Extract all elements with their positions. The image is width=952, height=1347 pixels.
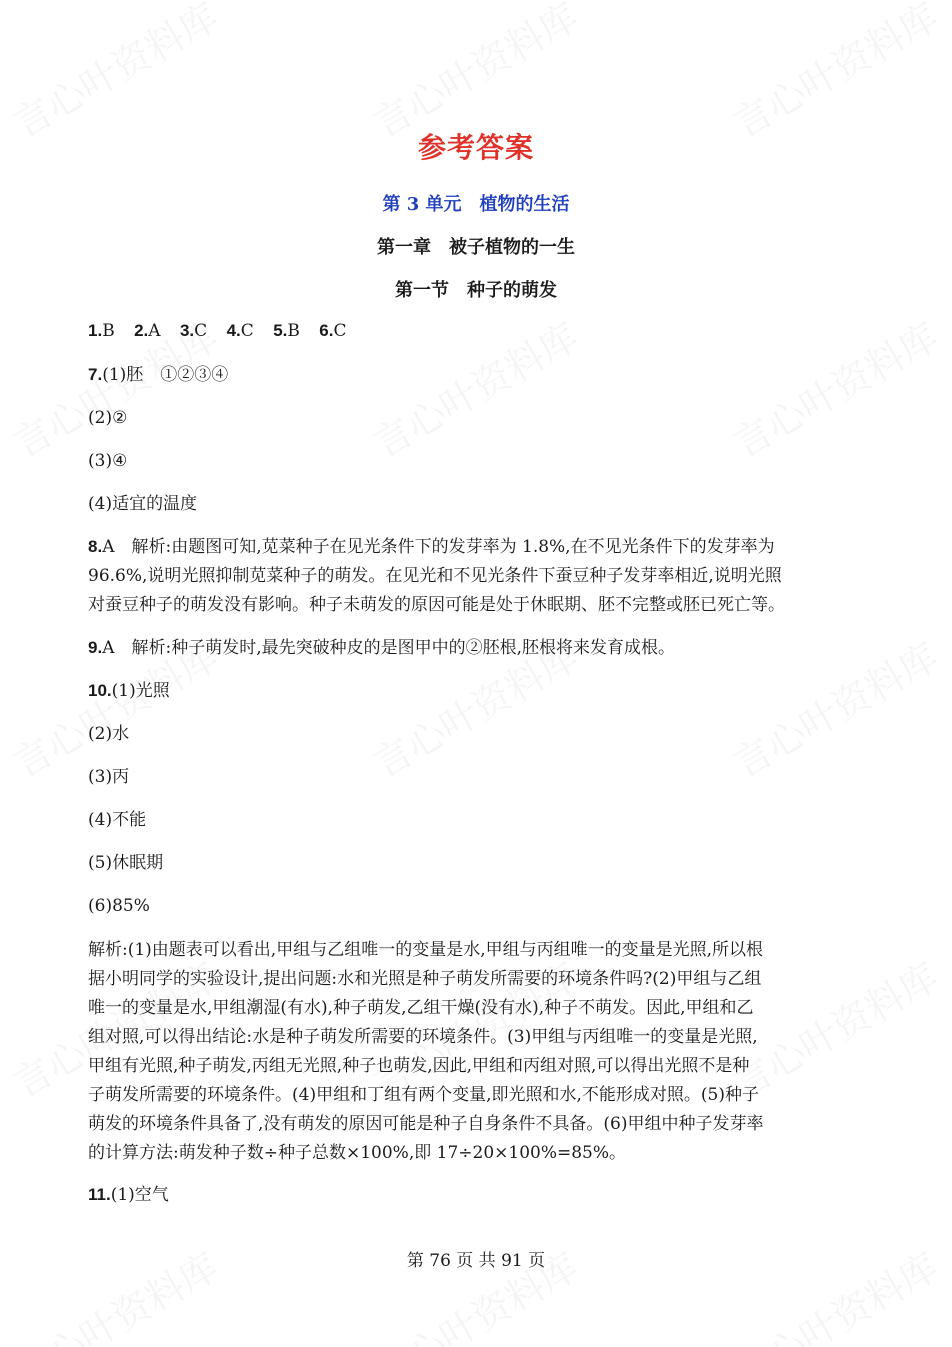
watermark bbox=[722, 627, 947, 789]
analysis-line: 解析:(1)由题表可以看出,甲组与乙组唯一的变量是水,甲组与丙组唯一的变量是光照,所以根 bbox=[88, 940, 764, 960]
answer-10-line: (4)不能 bbox=[88, 810, 147, 830]
answer-7-line: (3)④ bbox=[88, 451, 128, 471]
page-title: 参考答案 bbox=[417, 131, 534, 164]
answer-9-line: 9.A 解析:种子萌发时,最先突破种皮的是图甲中的②胚根,胚根将来发育成根。 bbox=[88, 638, 675, 658]
answer-7-line: (4)适宜的温度 bbox=[88, 494, 198, 514]
analysis-line: 的计算方法:萌发种子数÷种子总数×100%,即 17÷20×100%=85%。 bbox=[88, 1143, 627, 1163]
answer-11-line: 11.(1)空气 bbox=[88, 1185, 169, 1205]
analysis-line: 甲组有光照,种子萌发,丙组无光照,种子也萌发,因此,甲组和丙组对照,可以得出光照不是种 bbox=[88, 1056, 750, 1076]
chapter-heading: 第一章 被子植物的一生 bbox=[377, 237, 575, 258]
answer-8-line: 96.6%,说明光照抑制苋菜种子的萌发。在见光和不见光条件下蚕豆种子发芽率相近,说明光照 bbox=[88, 566, 782, 586]
page-footer: 第 76 页 共 91 页 bbox=[406, 1251, 546, 1271]
answer-7-line: (2)② bbox=[88, 408, 128, 428]
analysis-line: 萌发的环境条件具备了,没有萌发的原因可能是种子自身条件不具备。(6)甲组中种子发芽率 bbox=[88, 1114, 764, 1134]
answer-10-line: (5)休眠期 bbox=[88, 853, 164, 873]
answer-10-line: (3)丙 bbox=[88, 767, 130, 787]
section-heading: 第一节 种子的萌发 bbox=[395, 280, 557, 301]
answer-10-line: (2)水 bbox=[88, 724, 130, 744]
answer-8-line: 对蚕豆种子的萌发没有影响。种子未萌发的原因可能是处于休眠期、胚不完整或胚已死亡等。 bbox=[88, 595, 785, 615]
unit-heading: 第 3 单元 植物的生活 bbox=[382, 194, 570, 215]
watermark bbox=[722, 307, 947, 469]
answer-10-line: (6)85% bbox=[88, 896, 150, 916]
analysis-line: 唯一的变量是水,甲组潮湿(有水),种子萌发,乙组干燥(没有水),种子不萌发。因此,甲组和乙 bbox=[88, 998, 754, 1018]
answer-10-line: 10.(1)光照 bbox=[88, 681, 170, 701]
watermark bbox=[362, 307, 587, 469]
answer-8-line: 8.A 解析:由题图可知,苋菜种子在见光条件下的发芽率为 1.8%,在不见光条件下的发芽率为 bbox=[88, 537, 775, 557]
analysis-line: 组对照,可以得出结论:水是种子萌发所需要的环境条件。(3)甲组与丙组唯一的变量是光照, bbox=[88, 1027, 758, 1047]
analysis-line: 子萌发所需要的环境条件。(4)甲组和丁组有两个变量,即光照和水,不能形成对照。(5)种子 bbox=[88, 1085, 759, 1105]
answers-1-6: 1.B 2.A 3.C 4.C 5.B 6.C bbox=[88, 321, 347, 341]
analysis-line: 据小明同学的实验设计,提出问题:水和光照是种子萌发所需要的环境条件吗?(2)甲组与乙组 bbox=[88, 969, 762, 989]
answer-7-line: 7.(1)胚 ①②③④ bbox=[88, 365, 229, 385]
